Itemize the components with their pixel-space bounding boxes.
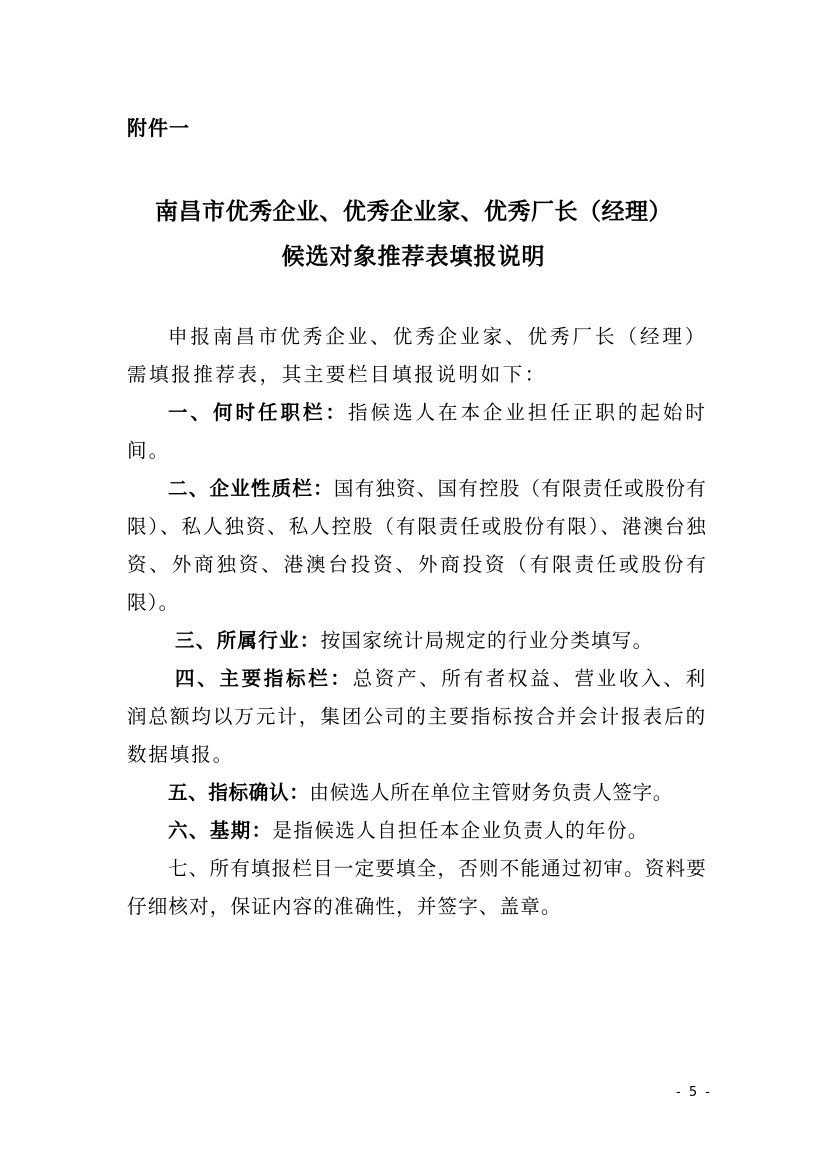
attachment-label: 附件一: [127, 116, 190, 140]
intro-paragraph: 申报南昌市优秀企业、优秀企业家、优秀厂长（经理）需填报推荐表，其主要栏目填报说明如下：: [127, 325, 707, 386]
item-heading-3: 三、所属行业：: [175, 629, 321, 652]
item-text-4: 总资产、所有者权益、营业收入、利润总额均以万元计，集团公司的主要指标按合并会计报表后的数据填报。: [127, 667, 708, 766]
document-title-line-1: 南昌市优秀企业、优秀企业家、优秀厂长（经理）: [155, 199, 672, 225]
item-text-2: 国有独资、国有控股（有限责任或股份有限）、私人独资、私人控股（有限责任或股份有限）、港澳台独资、外商独资、港澳台投资、外商投资（有限责任或股份有限）。: [127, 477, 707, 614]
item-paragraph-1: [127, 394, 707, 470]
item-text-3: 按国家统计局规定的行业分类填写。: [320, 629, 654, 652]
item-paragraph-7: [127, 850, 707, 926]
item-text-5: 由候选人所在单位主管财务负责人签字。: [309, 781, 674, 804]
item-heading-6: 六、基期：: [168, 819, 273, 842]
item-paragraph-3: [127, 622, 707, 660]
document-body: [127, 318, 707, 926]
item-paragraph-4: [127, 660, 707, 774]
item-paragraph-6: [127, 812, 707, 850]
item-heading-5: 五、指标确认：: [168, 781, 310, 804]
item-text-6: 是指候选人自担任本企业负责人的年份。: [272, 819, 649, 842]
item-heading-1: 一、何时任职栏：: [168, 401, 348, 424]
item-text-1: 指候选人在本企业担任正职的起始时间。: [127, 401, 707, 462]
item-heading-4: 四、主要指标栏：: [175, 667, 353, 690]
item-heading-2: 二、企业性质栏：: [168, 477, 334, 500]
item-text-7: 七、所有填报栏目一定要填全，否则不能通过初审。资料要仔细核对，保证内容的准确性，并签字、盖章。: [127, 857, 707, 918]
item-paragraph-5: [127, 774, 707, 812]
document-title-line-2: 候选对象推荐表填报说明: [281, 244, 546, 270]
item-paragraph-2: [127, 470, 707, 622]
page-number: - 5 -: [676, 1085, 712, 1100]
